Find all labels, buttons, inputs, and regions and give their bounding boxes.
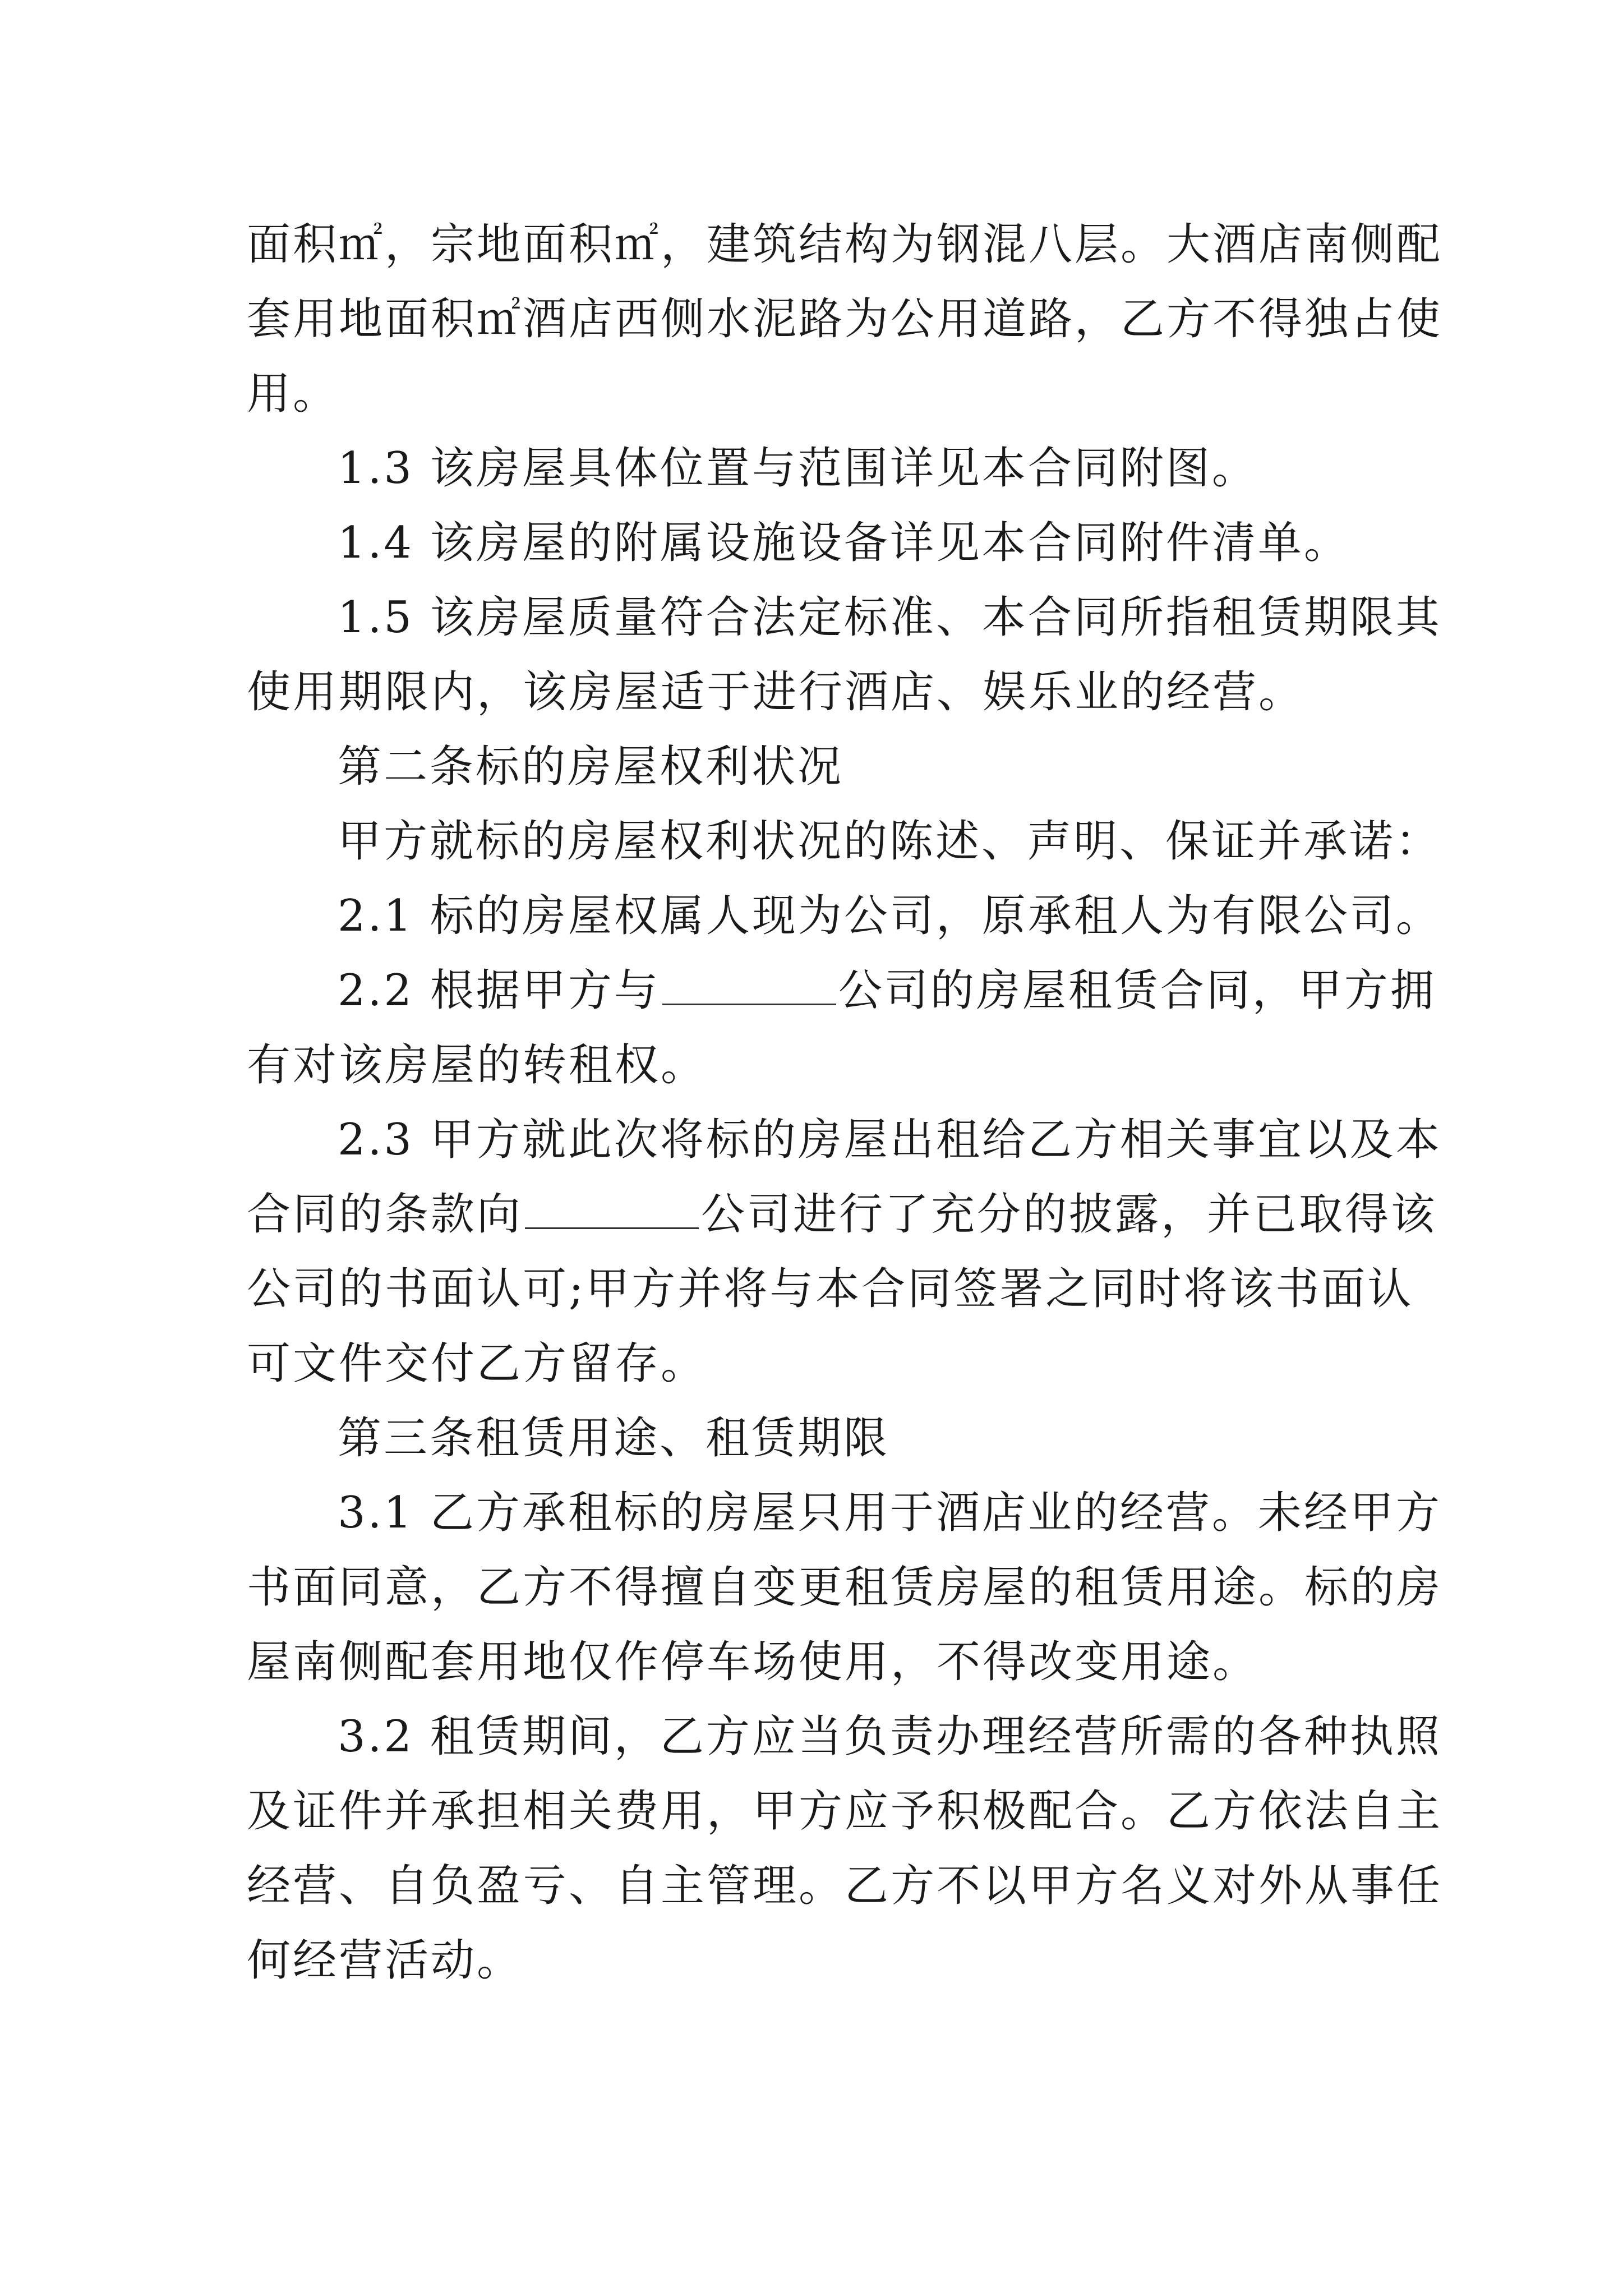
blank-fill-line — [662, 970, 836, 1005]
text-line: 可文件交付乙方留存。 — [247, 1338, 707, 1389]
blank-fill-line — [525, 1194, 699, 1229]
text-line: 面积㎡，宗地面积㎡，建筑结构为钢混八层。大酒店南侧配 — [247, 219, 1443, 270]
clause-1-3: 1.3 该房屋具体位置与范围详见本合同附图。 — [338, 443, 1258, 494]
clause-3-2: 3.2 租赁期间，乙方应当负责办理经营所需的各种执照 — [338, 1711, 1442, 1762]
text-segment: 合同的条款向 — [247, 1189, 523, 1240]
clause-3-1: 3.1 乙方承租标的房屋只用于酒店业的经营。未经甲方 — [338, 1488, 1442, 1538]
text-line: 套用地面积㎡酒店西侧水泥路为公用道路，乙方不得独占使 — [247, 294, 1443, 344]
clause-2-1: 2.1 标的房屋权属人现为公司，原承租人为有限公司。 — [338, 891, 1442, 941]
text-line — [247, 1177, 1437, 1252]
text-segment: 公司进行了充分的披露，并已取得该 — [701, 1189, 1437, 1240]
text-segment: 2.2 根据甲方与 — [338, 965, 660, 1016]
clause-1-4: 1.4 该房屋的附属设施设备详见本合同附件清单。 — [338, 518, 1350, 568]
text-line: 经营、自负盈亏、自主管理。乙方不以甲方名义对外从事任 — [247, 1861, 1443, 1911]
document-body — [247, 208, 1443, 1998]
section-heading-2: 第二条标的房屋权利状况 — [338, 742, 844, 792]
text-line: 书面同意，乙方不得擅自变更租赁房屋的租赁用途。标的房 — [247, 1562, 1443, 1613]
clause-2-2 — [247, 954, 1436, 1028]
text-line: 有对该房屋的转租权。 — [247, 1040, 707, 1091]
clause-1-5: 1.5 该房屋质量符合法定标准、本合同所指租赁期限其 — [338, 592, 1442, 643]
text-line: 何经营活动。 — [247, 1935, 523, 1986]
section-heading-3: 第三条租赁用途、租赁期限 — [338, 1413, 890, 1464]
text-line: 使用期限内，该房屋适于进行酒店、娱乐业的经营。 — [247, 667, 1305, 717]
text-line: 及证件并承担相关费用，甲方应予积极配合。乙方依法自主 — [247, 1786, 1443, 1837]
text-line: 屋南侧配套用地仅作停车场使用，不得改变用途。 — [247, 1637, 1259, 1687]
clause-2-3: 2.3 甲方就此次将标的房屋出租给乙方相关事宜以及本 — [338, 1115, 1442, 1165]
text-segment: 公司的房屋租赁合同，甲方拥 — [838, 965, 1436, 1016]
statement-intro: 甲方就标的房屋权利状况的陈述、声明、保证并承诺： — [338, 816, 1442, 867]
text-line: 公司的书面认可;甲方并将与本合同签署之同时将该书面认 — [247, 1264, 1414, 1314]
text-line: 用。 — [247, 369, 339, 419]
